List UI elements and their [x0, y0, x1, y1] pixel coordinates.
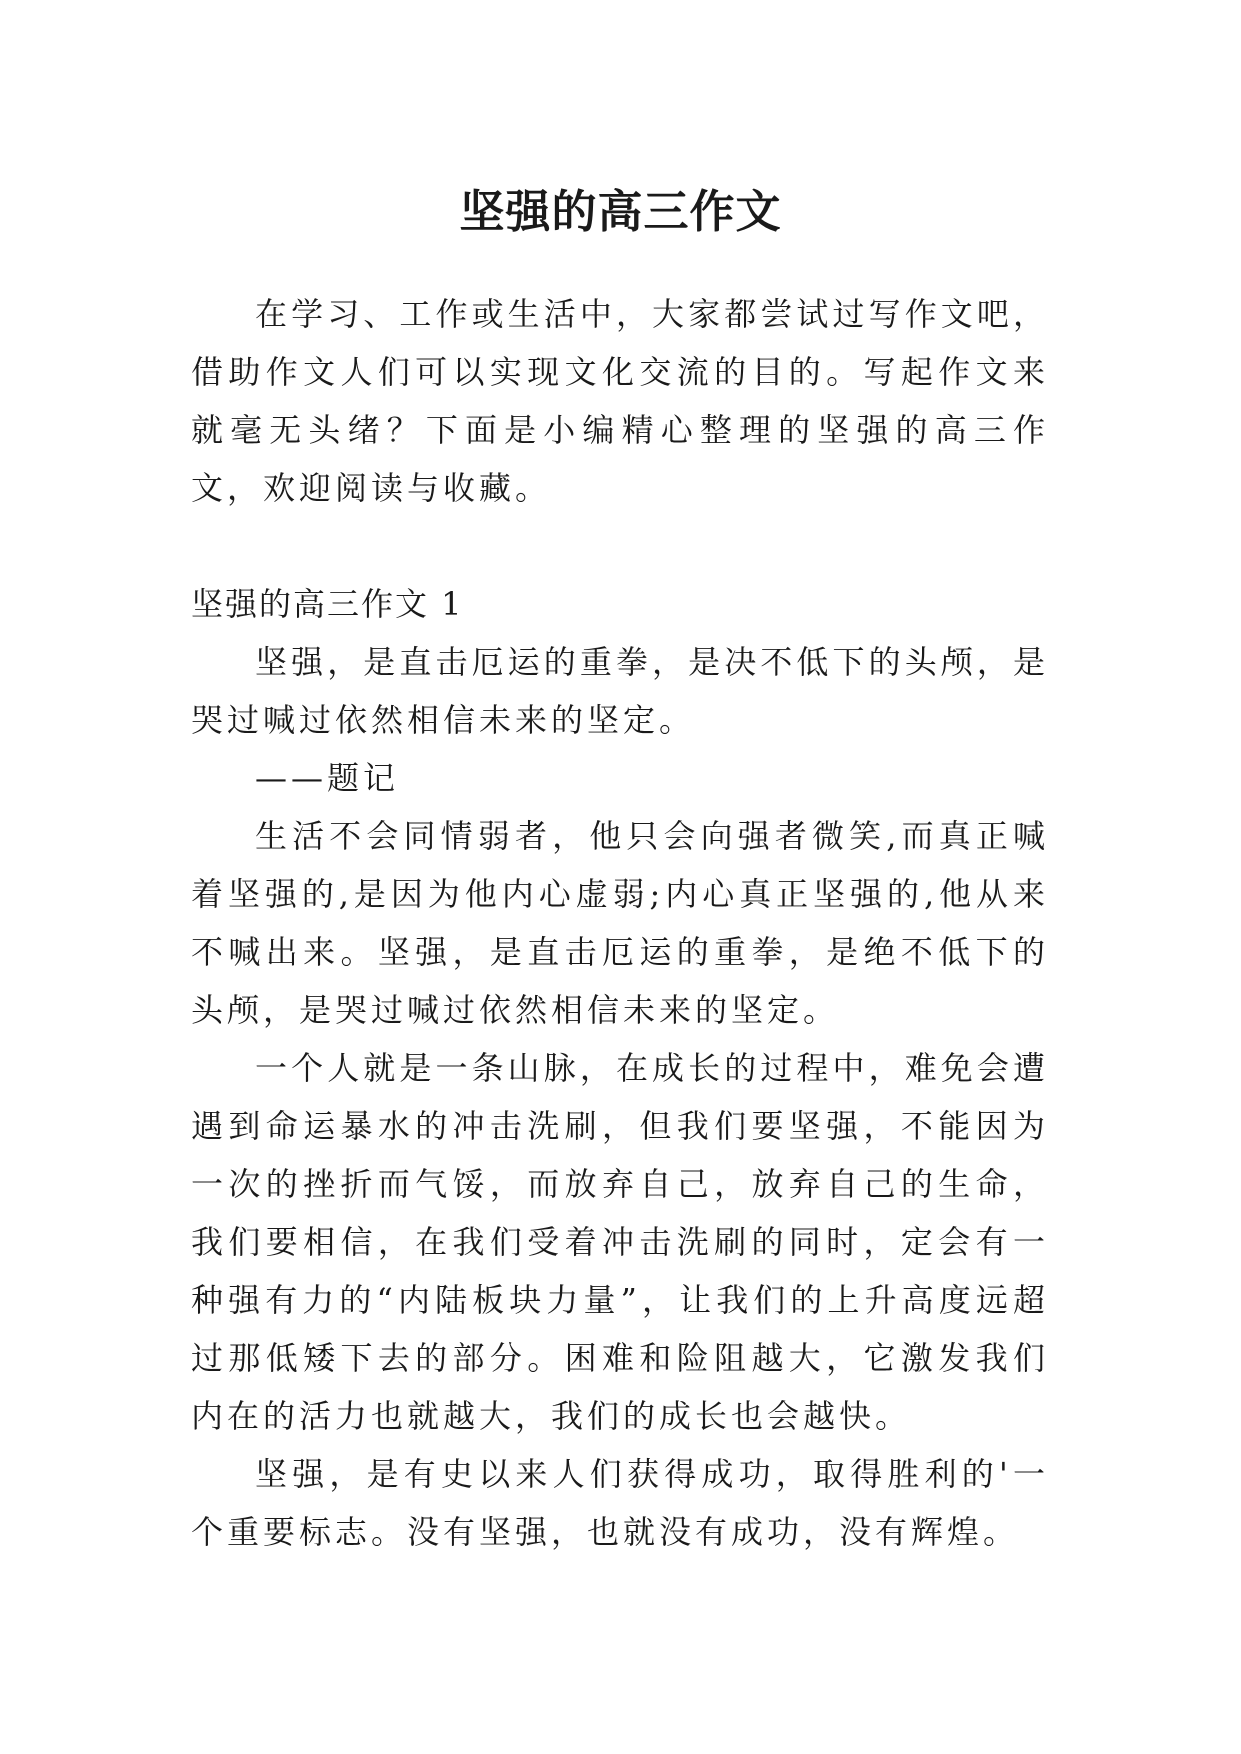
body-paragraph: 生活不会同情弱者，他只会向强者微笑,而真正喊着坚强的,是因为他内心虚弱;内心真正坚强的,他从来不喊出来。坚强，是直击厄运的重拳，是绝不低下的头颅，是哭过喊过依然相信未来的坚定。	[191, 817, 1049, 1029]
section-heading: 坚强的高三作文 1	[191, 585, 464, 623]
body-paragraph: 一个人就是一条山脉，在成长的过程中，难免会遭遇到命运暴水的冲击洗刷，但我们要坚强，不能因为一次的挫折而气馁，而放弃自己，放弃自己的生命，我们要相信，在我们受着冲击洗刷的同时，定会有一种强有力的“内陆板块力量”，让我们的上升高度远超过那低矮下去的部分。困难和险阻越大，它激发我们内在的活力也就越大，我们的成长也会越快。	[191, 1049, 1049, 1435]
intro-paragraph: 在学习、工作或生活中，大家都尝试过写作文吧，借助作文人们可以实现文化交流的目的。写起作文来就毫无头绪？下面是小编精心整理的坚强的高三作文，欢迎阅读与收藏。	[191, 295, 1049, 507]
document-title: 坚强的高三作文	[459, 185, 782, 239]
epigraph-attribution: ——题记	[255, 759, 400, 797]
body-paragraph: 坚强，是有史以来人们获得成功，取得胜利的'一个重要标志。没有坚强，也就没有成功，没有辉煌。	[191, 1455, 1049, 1551]
document-body	[191, 285, 1049, 1561]
body-paragraph: 坚强，是直击厄运的重拳，是决不低下的头颅，是哭过喊过依然相信未来的坚定。	[191, 643, 1049, 739]
